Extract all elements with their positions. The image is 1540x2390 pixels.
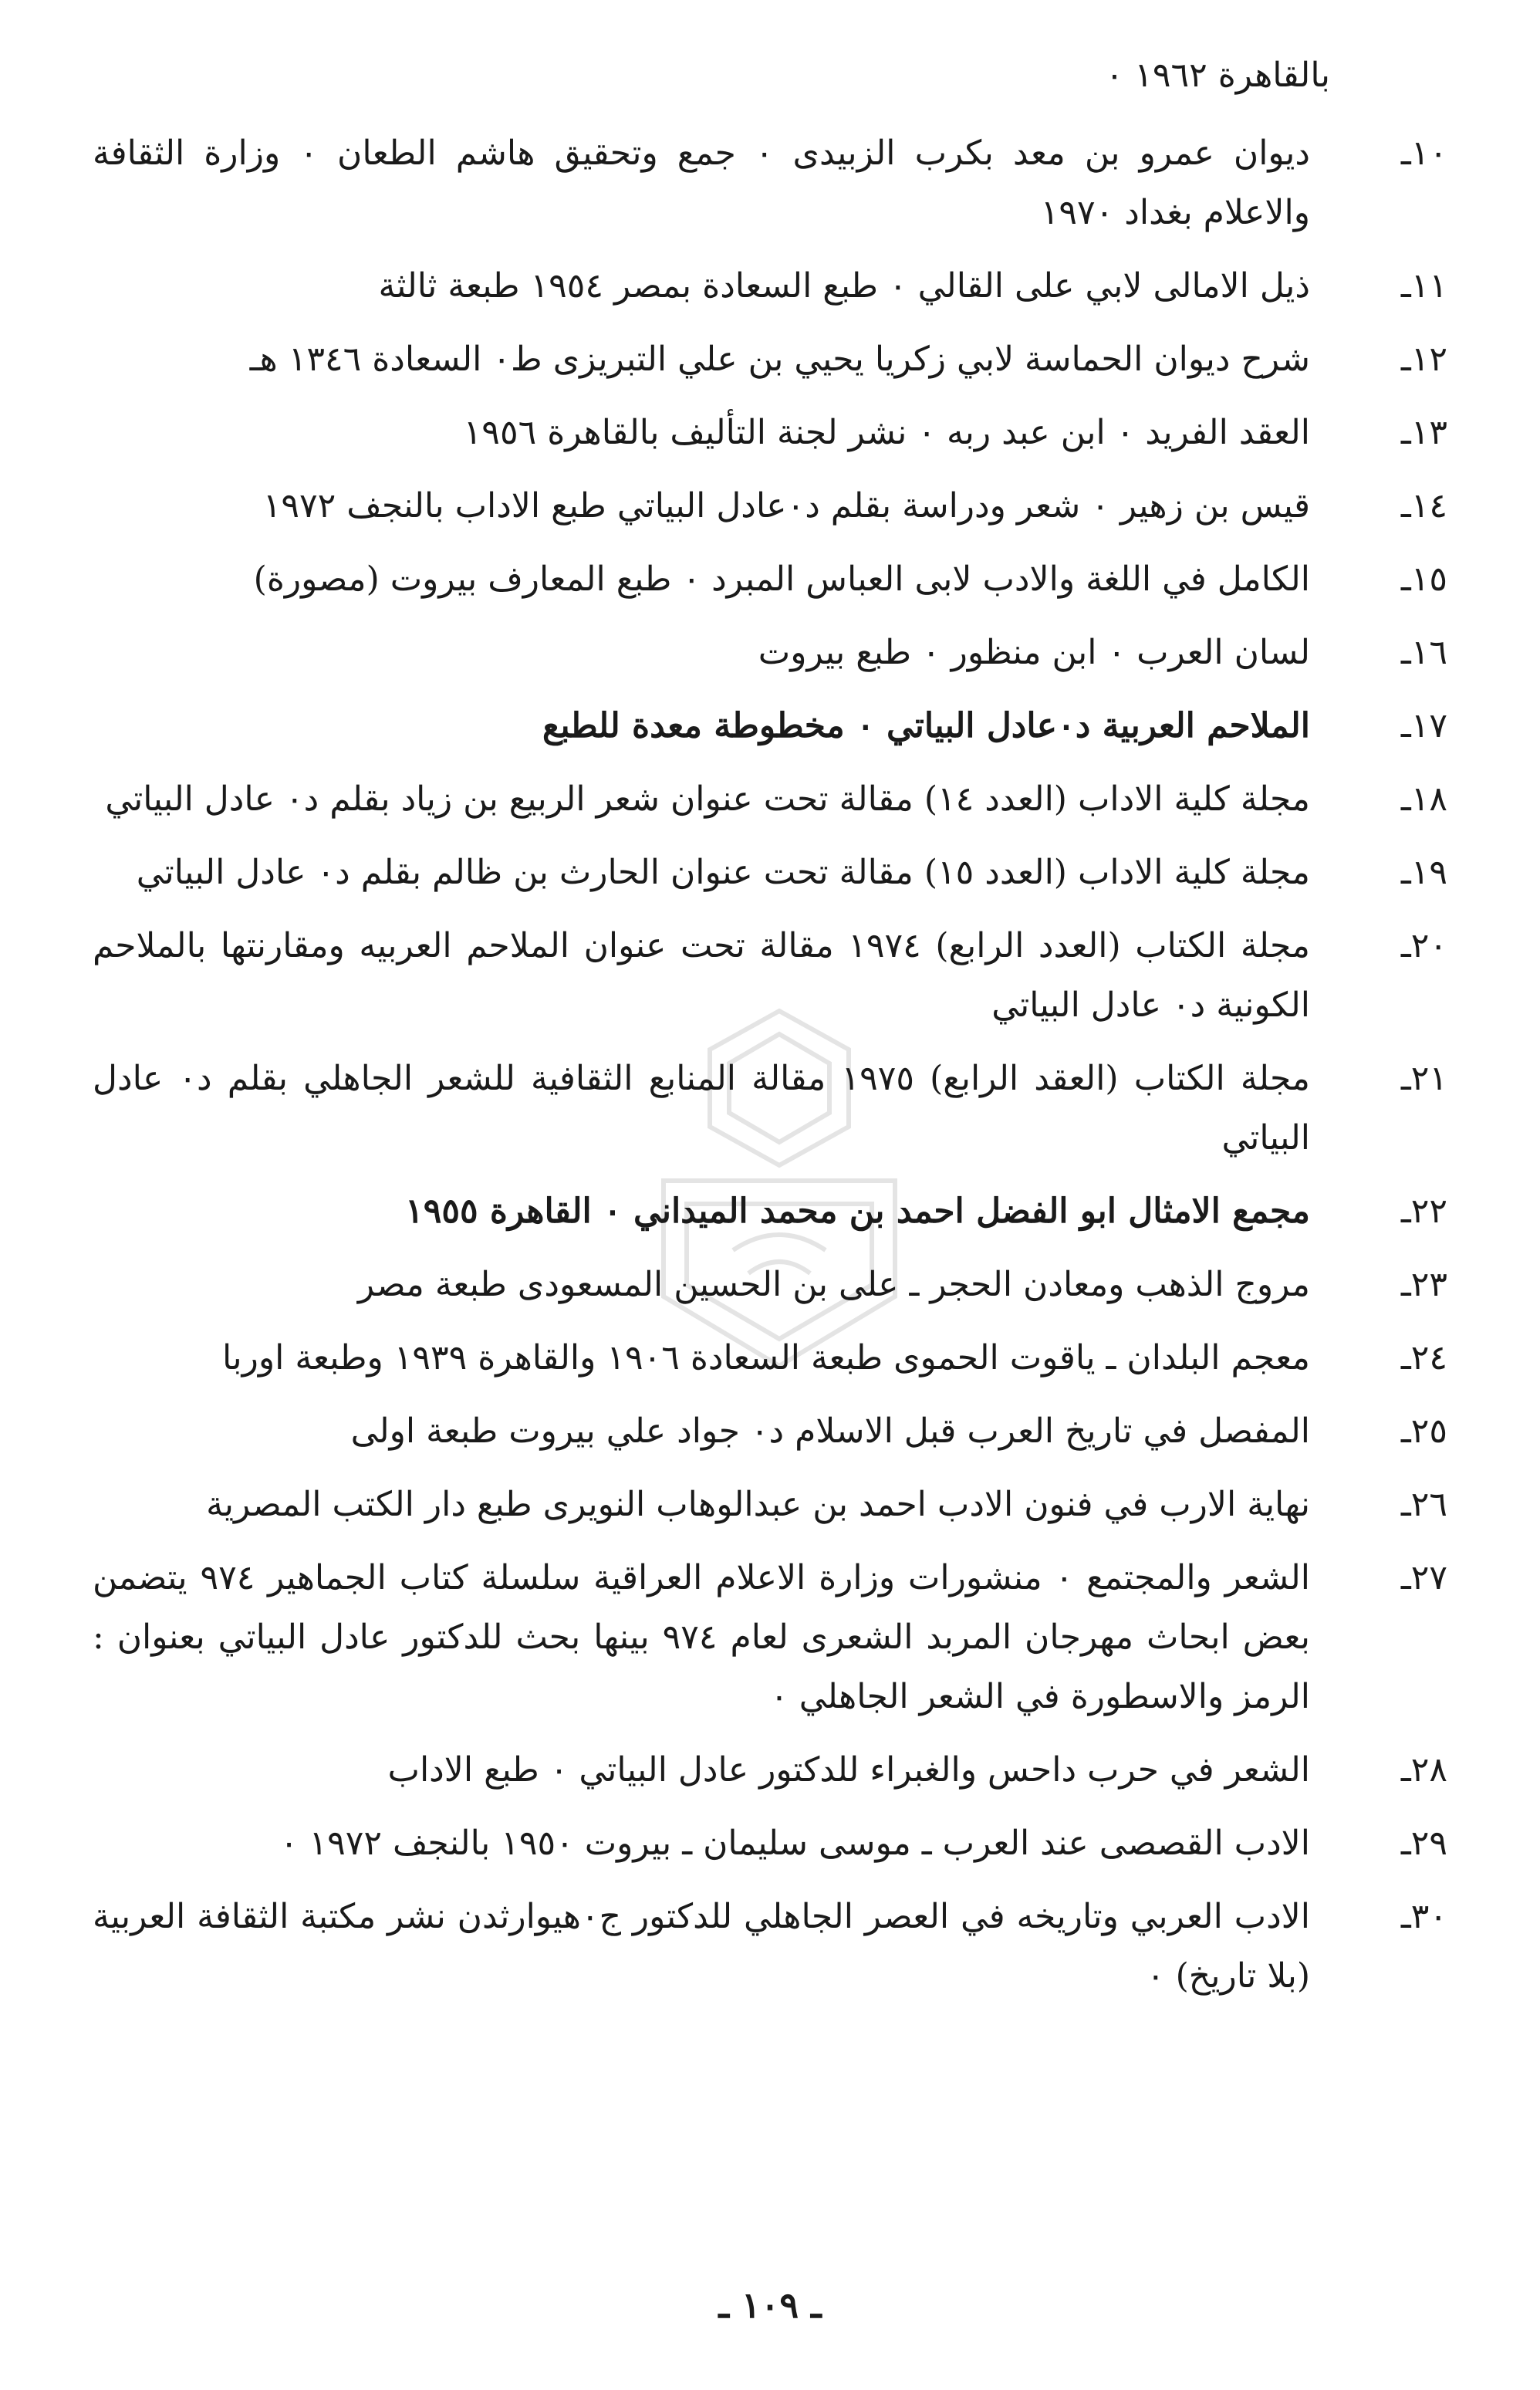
reference-entry — [93, 256, 1447, 316]
reference-entry — [93, 1475, 1447, 1534]
reference-number: ١٥ـ — [1400, 559, 1447, 599]
reference-text: ذيل الامالى لابي على القالي ٠ طبع السعادة بمصر ١٩٥٤ طبعة ثالثة — [378, 266, 1310, 306]
reference-text: شرح ديوان الحماسة لابي زكريا يحيي بن علي التبريزى ط٠ السعادة ١٣٤٦ هـ — [249, 340, 1310, 379]
reference-number: ١٤ـ — [1400, 486, 1447, 526]
reference-entry — [93, 1740, 1447, 1800]
reference-list — [93, 123, 1447, 2020]
reference-text: الادب العربي وتاريخه في العصر الجاهلي للدكتور ج٠هيوارثدن نشر مكتبة الثقافة العربية (بلا تاريخ) ٠ — [93, 1897, 1311, 1996]
page-number: ـ ١٠٩ ـ — [718, 2284, 822, 2326]
reference-entry — [93, 476, 1447, 536]
reference-entry — [93, 1814, 1447, 1873]
reference-entry — [93, 403, 1447, 462]
reference-number: ٢٣ـ — [1400, 1265, 1447, 1304]
reference-text: مروج الذهب ومعادن الحجر ـ على بن الحسين المسعودى طبعة مصر — [357, 1265, 1310, 1304]
reference-text: مجلة الكتاب (العدد الرابع) ١٩٧٤ مقالة تحت عنوان الملاحم العربيه ومقارنتها بالملاحم الكونية د٠ عادل البياتي — [93, 926, 1310, 1025]
reference-entry — [93, 1328, 1447, 1388]
reference-number: ٢٤ـ — [1400, 1338, 1447, 1378]
reference-entry — [93, 843, 1447, 902]
reference-number: ٢٦ـ — [1400, 1485, 1447, 1524]
reference-text: نهاية الارب في فنون الادب احمد بن عبدالوهاب النويرى طبع دار الكتب المصرية — [206, 1485, 1310, 1524]
reference-text: الكامل في اللغة والادب لابى العباس المبرد ٠ طبع المعارف بيروت (مصورة) — [253, 559, 1310, 599]
reference-entry — [93, 769, 1447, 829]
reference-number: ١٢ـ — [1400, 340, 1447, 379]
reference-text: الملاحم العربية د٠عادل البياتي ٠ مخطوطة معدة للطبع — [542, 706, 1310, 745]
reference-text: ديوان عمرو بن معد بكرب الزبيدى ٠ جمع وتحقيق هاشم الطعان ٠ وزارة الثقافة والاعلام بغداد ١٩٧٠ — [93, 134, 1310, 232]
reference-entry — [93, 1049, 1447, 1168]
reference-text: العقد الفريد ٠ ابن عبد ربه ٠ نشر لجنة التأليف بالقاهرة ١٩٥٦ — [463, 413, 1310, 452]
reference-entry — [93, 916, 1447, 1035]
reference-entry — [93, 1181, 1447, 1241]
reference-number: ٢٥ـ — [1400, 1411, 1447, 1451]
continued-line: بالقاهرة ١٩٦٢ ٠ — [1105, 56, 1330, 95]
reference-text: الشعر والمجتمع ٠ منشورات وزارة الاعلام العراقية سلسلة كتاب الجماهير ٩٧٤ يتضمن بعض ابحاث مهرجان المربد الشعرى لعام ٩٧٤ بينها بحث للدكتور عادل البياتي بعنوان : الرمز والاسطورة في الشعر الجاهلي ٠ — [93, 1558, 1310, 1716]
reference-number: ١٠ـ — [1400, 134, 1447, 173]
reference-number: ٢٠ـ — [1400, 926, 1447, 965]
reference-number: ٣٠ـ — [1400, 1897, 1447, 1936]
reference-text: مجلة كلية الاداب (العدد ١٤) مقالة تحت عنوان شعر الربيع بن زياد بقلم د٠ عادل البياتي — [105, 779, 1310, 819]
reference-text: مجمع الامثال ابو الفضل احمد بن محمد الميداني ٠ القاهرة ١٩٥٥ — [405, 1192, 1310, 1231]
reference-entry — [93, 1887, 1447, 2006]
reference-entry — [93, 1548, 1447, 1726]
reference-entry — [93, 123, 1447, 242]
reference-text: مجلة الكتاب (العقد الرابع) ١٩٧٥ مقالة المنابع الثقافية للشعر الجاهلي بقلم د٠ عادل البياتي — [93, 1059, 1310, 1158]
reference-number: ١٧ـ — [1400, 706, 1447, 745]
reference-text: مجلة كلية الاداب (العدد ١٥) مقالة تحت عنوان الحارث بن ظالم بقلم د٠ عادل البياتي — [136, 853, 1310, 892]
reference-entry — [93, 1255, 1447, 1314]
reference-text: معجم البلدان ـ ياقوت الحموى طبعة السعادة ١٩٠٦ والقاهرة ١٩٣٩ وطبعة اوربا — [222, 1338, 1310, 1378]
reference-text: قيس بن زهير ٠ شعر ودراسة بقلم د٠عادل البياتي طبع الاداب بالنجف ١٩٧٢ — [262, 486, 1310, 526]
reference-entry — [93, 623, 1447, 682]
reference-entry — [93, 549, 1447, 609]
reference-number: ١٩ـ — [1400, 853, 1447, 892]
reference-number: ١٦ـ — [1400, 633, 1447, 672]
reference-number: ١٨ـ — [1400, 779, 1447, 819]
reference-number: ٢٢ـ — [1400, 1192, 1447, 1231]
reference-text: لسان العرب ٠ ابن منظور ٠ طبع بيروت — [758, 633, 1310, 672]
reference-text: الشعر في حرب داحس والغبراء للدكتور عادل البياتي ٠ طبع الاداب — [387, 1750, 1310, 1790]
reference-number: ١١ـ — [1400, 266, 1447, 306]
reference-entry — [93, 1401, 1447, 1461]
reference-text: المفصل في تاريخ العرب قبل الاسلام د٠ جواد علي بيروت طبعة اولى — [350, 1411, 1310, 1451]
reference-number: ٢١ـ — [1400, 1059, 1447, 1098]
reference-text: الادب القصصى عند العرب ـ موسى سليمان ـ بيروت ١٩٥٠ بالنجف ١٩٧٢ ٠ — [279, 1824, 1310, 1863]
reference-number: ٢٨ـ — [1400, 1750, 1447, 1790]
reference-number: ١٣ـ — [1400, 413, 1447, 452]
reference-number: ٢٧ـ — [1400, 1558, 1447, 1597]
reference-number: ٢٩ـ — [1400, 1824, 1447, 1863]
reference-entry — [93, 330, 1447, 389]
reference-entry — [93, 696, 1447, 756]
